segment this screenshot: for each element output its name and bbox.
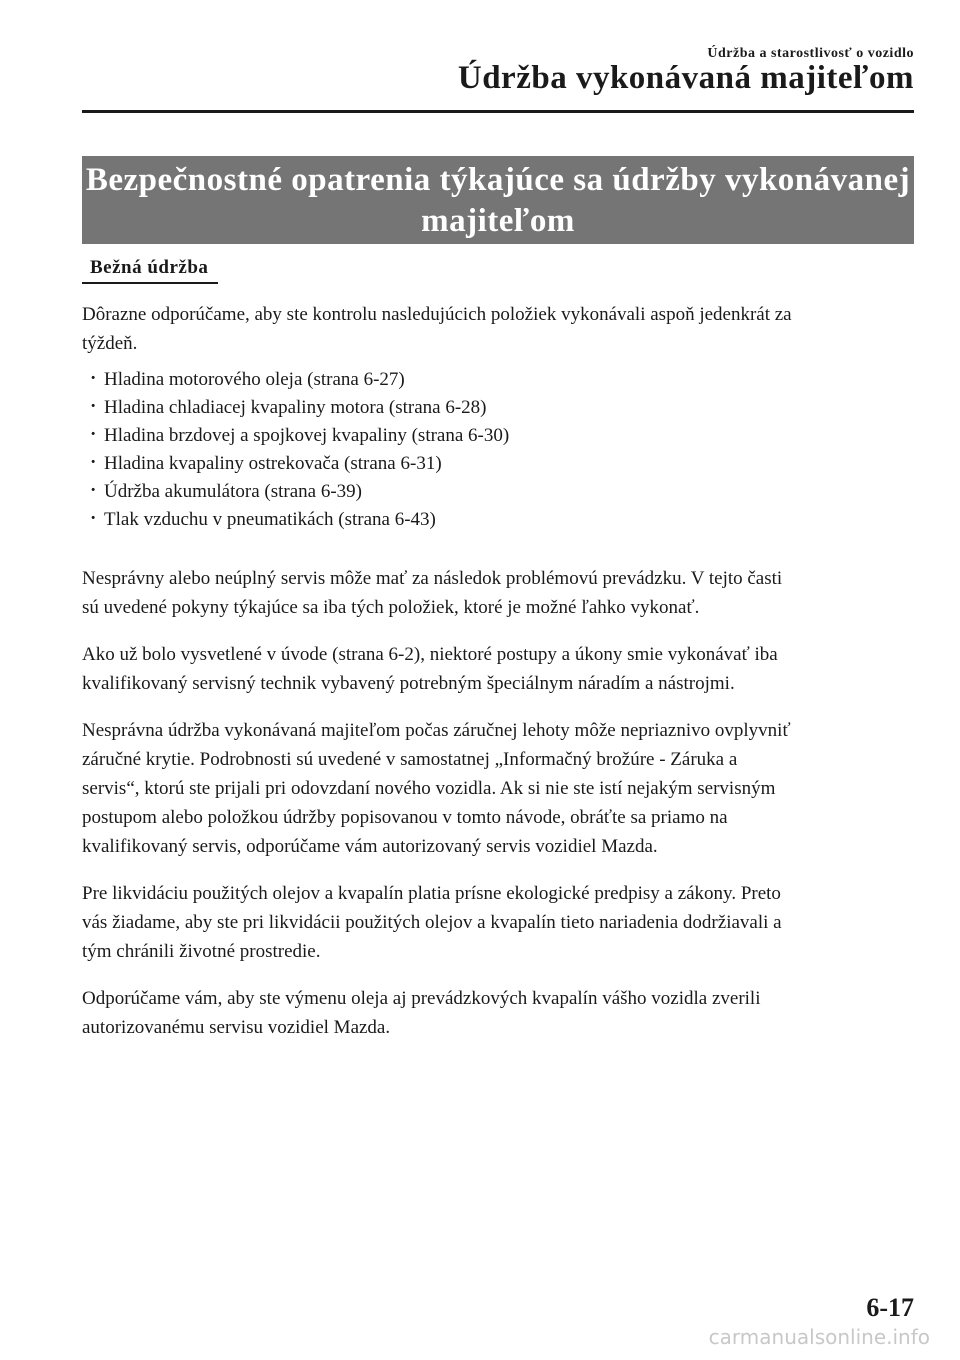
paragraph-line: Odporúčame vám, aby ste výmenu oleja aj prevádzkových kvapalín vášho vozidla zverili — [82, 988, 761, 1009]
paragraph-line: autorizovanému servisu vozidiel Mazda. — [82, 1017, 391, 1038]
section-title-line-2: majiteľom — [421, 203, 575, 239]
paragraph-disposal — [82, 879, 914, 966]
list-item: · Hladina brzdovej a spojkovej kvapaliny (strana 6-30) — [86, 422, 914, 450]
paragraph-line: záručné krytie. Podrobnosti sú uvedené v samostatnej „Informačný brožúre - Záruka a — [82, 749, 738, 770]
body-content — [82, 290, 914, 1042]
paragraph-qualified-technician — [82, 640, 914, 698]
intro-paragraph — [82, 300, 914, 358]
section-title-line-1: Bezpečnostné opatrenia týkajúce sa údržby vykonávanej — [85, 162, 911, 198]
intro-line: Dôrazne odporúčame, aby ste kontrolu nasledujúcich položiek vykonávali aspoň jedenkrát za — [82, 304, 792, 325]
paragraph-line: Ako už bolo vysvetlené v úvode (strana 6-2), niektoré postupy a úkony smie vykonávať iba — [82, 644, 778, 665]
page-number: 6-17 — [866, 1293, 914, 1322]
paragraph-line: Nesprávna údržba vykonávaná majiteľom počas záručnej lehoty môže nepriaznivo ovplyvniť — [82, 720, 791, 741]
header-chapter-title: Údržba vykonávaná majiteľom — [457, 60, 914, 96]
header-section-title: Údržba a starostlivosť o vozidlo — [707, 46, 914, 61]
intro-line: týždeň. — [82, 333, 138, 354]
list-item: · Hladina chladiacej kvapaliny motora (strana 6-28) — [86, 394, 914, 422]
section-title-band — [82, 156, 914, 244]
paragraph-warranty — [82, 716, 914, 861]
paragraph-line: sú uvedené pokyny týkajúce sa iba tých položiek, ktoré je možné ľahko vykonať. — [82, 597, 700, 618]
paragraph-line: servis“, ktorú ste prijali pri odovzdaní nového vozidla. Ak si nie ste istí nejakým servisným — [82, 778, 776, 799]
paragraph-recommendation — [82, 984, 914, 1042]
subheading: Bežná údržba — [90, 257, 209, 278]
paragraph-line: vás žiadame, aby ste pri likvidácii použitých olejov a kvapalín tieto nariadenia dodržiavali a — [82, 912, 782, 933]
paragraph-line: postupom alebo položkou údržby popisovanou v tomto návode, obráťte sa priamo na — [82, 807, 728, 828]
paragraph-line: Nesprávny alebo neúplný servis môže mať za následok problémovú prevádzku. V tejto časti — [82, 568, 783, 589]
subheading-underline — [82, 282, 218, 284]
list-item: · Tlak vzduchu v pneumatikách (strana 6-43) — [86, 506, 914, 534]
list-item: · Údržba akumulátora (strana 6-39) — [86, 478, 914, 506]
paragraph-line: kvalifikovaný servis, odporúčame vám autorizovaný servis vozidiel Mazda. — [82, 836, 658, 857]
paragraph-service-warning — [82, 564, 914, 622]
paragraph-line: Pre likvidáciu použitých olejov a kvapalín platia prísne ekologické predpisy a zákony. Preto — [82, 883, 781, 904]
paragraph-line: kvalifikovaný servisný technik vybavený potrebným špeciálnym náradím a nástrojmi. — [82, 673, 735, 694]
watermark: carmanualsonline.info — [708, 1325, 930, 1349]
header-divider — [82, 110, 914, 113]
checklist — [82, 366, 914, 534]
list-item: · Hladina motorového oleja (strana 6-27) — [86, 366, 914, 394]
paragraph-line: tým chránili životné prostredie. — [82, 941, 321, 962]
list-item: · Hladina kvapaliny ostrekovača (strana 6-31) — [86, 450, 914, 478]
